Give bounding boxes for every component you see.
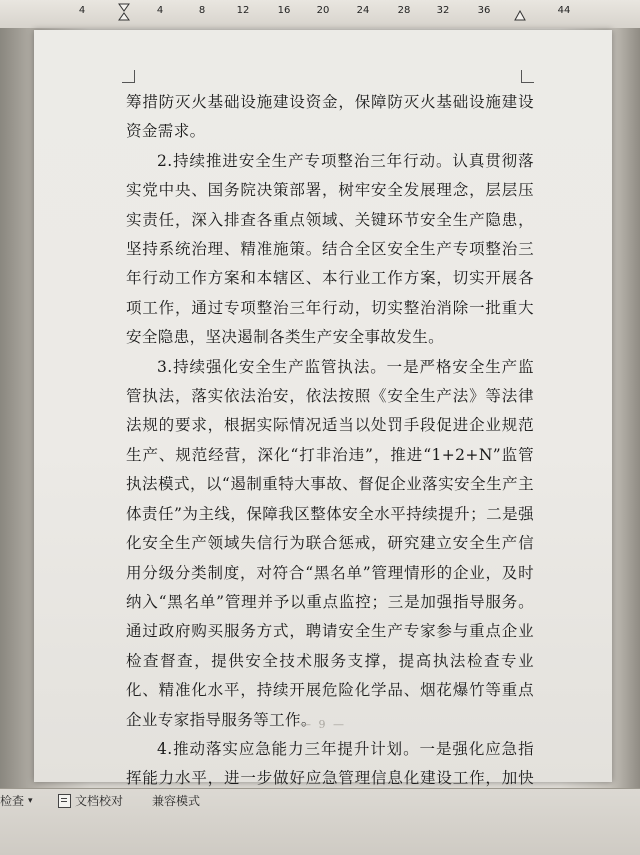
proofread-button[interactable] [58,792,123,809]
spell-check-button[interactable] [0,792,33,809]
ruler-tick: 24 [356,5,370,16]
ruler-tick: 44 [557,5,571,16]
spell-check-label: 检查 [0,794,25,808]
horizontal-ruler[interactable] [0,0,640,29]
compatibility-mode-indicator [152,792,200,809]
margin-corner-mark [122,70,135,83]
chevron-down-icon: ▾ [28,795,33,806]
document-page[interactable] [34,30,612,788]
ruler-tick: 32 [436,5,450,16]
document-body[interactable] [126,88,534,823]
page-number: — 9 — [300,718,346,731]
margin-corner-mark [521,70,534,83]
status-bar [0,788,640,855]
ruler-tick: 28 [397,5,411,16]
ruler-tick: 8 [198,5,206,16]
paragraph: 3.持续强化安全生产监管执法。一是严格安全生产监管执法，落实依法治安，依法按照《安全生产法》等法律法规的要求，根据实际情况适当以处罚手段促进企业规范生产、规范经营，深化“打非治违”，推进“1+2+N”监管执法模式，以“遏制重特大事故、督促企业落实安全生产主体责任”为主线，保障我区整体安全水平持续提升；二是强化安全生产领域失信行为联合惩戒，研究建立安全生产信用分级分类制度，对符合“黑名单”管理情形的企业，及时纳入“黑名单”管理并予以重点监控；三是加强指导服务。通过政府购买服务方式，聘请安全生产专家参与重点企业检查督查，提供安全技术服务支撑，提高执法检查专业化、精准化水平，持续开展危险化学品、烟花爆竹等重点企业专家指导服务等工作。 [126,357,534,729]
left-indent-marker-icon[interactable] [118,3,130,23]
right-indent-marker-icon[interactable] [514,10,526,22]
ruler-tick: 20 [316,5,330,16]
ruler-tick: 12 [236,5,250,16]
proofread-label: 文档校对 [75,794,124,808]
compat-label: 兼容模式 [152,794,201,808]
paragraph: 4.推动落实应急能力三年提升计划。一是强化应急指挥能力水平，进一步做好应急管理信息化建设工作，加快 [126,739,534,788]
ruler-tick: 4 [156,5,164,16]
ruler-tick: 16 [277,5,291,16]
paragraph: 2.持续推进安全生产专项整治三年行动。认真贯彻落实党中央、国务院决策部署，树牢安全发展理念，层层压实责任，深入排查各重点领域、关键环节安全生产隐患，坚持系统治理、精准施策。结合全区安全生产专项整治三年行动工作方案和本辖区、本行业工作方案，切实开展各项工作，通过专项整治三年行动，切实整治消除一批重大安全隐患，坚决遏制各类生产安全事故发生。 [126,151,534,347]
paragraph: 筹措防灭火基础设施建设资金，保障防灭火基础设施建设资金需求。 [126,93,534,141]
ruler-tick: 36 [477,5,491,16]
ruler-tick: 4 [78,5,86,16]
document-check-icon [58,794,71,808]
